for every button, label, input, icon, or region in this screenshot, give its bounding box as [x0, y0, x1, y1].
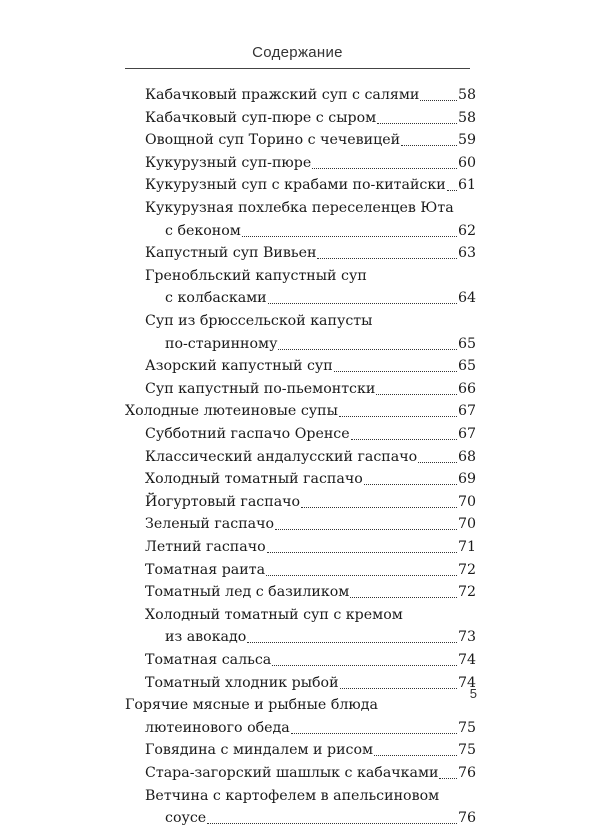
- toc-entry: [165, 333, 476, 355]
- toc-entry: [145, 84, 476, 106]
- toc-entry-title-line: Суп из брюссельской капусты: [145, 313, 373, 329]
- toc-entry-title: с беконом: [165, 222, 241, 239]
- toc-entry-title: Говядина с миндалем и рисом: [145, 742, 374, 759]
- toc-entry: [165, 287, 476, 309]
- toc-page-number: 75: [457, 742, 476, 759]
- toc-entry-title: Томатная раита: [145, 561, 266, 578]
- toc-entry: [145, 536, 476, 558]
- toc-entry-title: Кабачковый суп-пюре с сыром: [145, 109, 377, 126]
- toc-entry: [165, 220, 476, 242]
- toc-page-number: 67: [457, 403, 476, 420]
- dot-leader: [242, 235, 457, 237]
- dot-leader: [401, 144, 457, 146]
- toc-page-number: 60: [457, 154, 476, 171]
- dot-leader: [439, 777, 456, 779]
- toc-entry: [145, 762, 476, 784]
- toc-entry: [145, 649, 476, 671]
- toc-entry-title-line: Ветчина с картофелем в апельсиновом: [145, 787, 440, 804]
- toc-entry: [165, 626, 476, 648]
- toc-entry: [145, 491, 476, 513]
- toc-entry-title: Йогуртовый гаспачо: [145, 493, 301, 510]
- dot-leader: [268, 302, 457, 304]
- dot-leader: [247, 641, 457, 643]
- dot-leader: [334, 370, 457, 372]
- toc-section-entry: [145, 717, 476, 739]
- toc-entry-title-line: Гренобльский капустный суп: [145, 267, 367, 284]
- dot-leader: [266, 574, 457, 576]
- toc-entry: [145, 672, 476, 694]
- dot-leader: [376, 393, 457, 395]
- toc-page-number: 64: [457, 290, 476, 307]
- toc-entry-title: лютеинового обеда: [145, 719, 290, 736]
- dot-leader: [278, 348, 457, 350]
- toc-page-number: 68: [457, 448, 476, 465]
- toc-page-number: 74: [457, 674, 476, 691]
- toc-page-number: 65: [457, 335, 476, 352]
- toc-entry: [145, 468, 476, 490]
- dot-leader: [339, 415, 457, 417]
- toc-entry-title: Суп капустный по-пьемонтски: [145, 380, 376, 397]
- toc-entry: [145, 423, 476, 445]
- toc-entry-title: Стара-загорский шашлык с кабачками: [145, 765, 439, 781]
- dot-leader: [351, 438, 457, 440]
- toc-entry: [145, 174, 476, 196]
- dot-leader: [364, 483, 457, 485]
- toc-page-number: 70: [457, 493, 476, 510]
- toc-page-number: 73: [457, 629, 476, 646]
- running-header: Содержание: [252, 44, 343, 61]
- toc-entry-title: Азорский капустный суп: [145, 358, 333, 375]
- toc-entry-title: соусе: [165, 810, 207, 827]
- toc-entry: [145, 378, 476, 400]
- dot-leader: [340, 687, 457, 689]
- dot-leader: [447, 189, 457, 191]
- toc-entry-title: Холодный томатный гаспачо: [145, 471, 363, 488]
- dot-leader: [317, 257, 456, 259]
- toc-entry-title: Кабачковый пражский суп с салями: [145, 87, 420, 103]
- toc-entry-title: Овощной суп Торино с чечевицей: [145, 132, 401, 149]
- toc-entry-title: Зеленый гаспачо: [145, 516, 275, 533]
- toc-entry: [145, 581, 476, 603]
- dot-leader: [301, 506, 457, 508]
- toc-entry-title: Кукурузный суп с крабами по-китайски: [145, 177, 446, 194]
- toc-entry-title: Субботний гаспачо Оренсе: [145, 426, 350, 442]
- toc-page-number: 71: [457, 539, 476, 555]
- toc-entry-title: Томатный хлодник рыбой: [145, 674, 339, 691]
- toc-entry: [145, 739, 476, 761]
- toc-page-number: 59: [457, 132, 476, 149]
- header-rule: [125, 68, 470, 69]
- toc-page-number: 65: [457, 358, 476, 375]
- toc-entry-title-line: Горячие мясные и рыбные блюда: [125, 697, 378, 714]
- dot-leader: [275, 528, 457, 530]
- toc-entry-title: Томатный лед с базиликом: [145, 584, 350, 601]
- toc-entry-title: Классический андалусский гаспачо: [145, 448, 418, 465]
- toc-entry-title: с колбасками: [165, 290, 267, 307]
- toc-page-number: 69: [457, 471, 476, 488]
- page-number: 5: [469, 686, 477, 701]
- toc-entry-title: Летний гаспачо: [145, 539, 266, 555]
- toc-page-number: 76: [457, 810, 476, 827]
- dot-leader: [350, 596, 457, 598]
- dot-leader: [291, 732, 457, 734]
- toc-page-number: 76: [457, 765, 476, 781]
- toc-page-number: 58: [457, 109, 476, 126]
- toc-entry: [145, 559, 476, 581]
- toc-page-number: 63: [457, 245, 476, 262]
- dot-leader: [420, 99, 457, 101]
- toc-entry: [145, 129, 476, 151]
- toc-entry-title: Капустный суп Вивьен: [145, 245, 317, 262]
- toc-section-entry: [125, 400, 476, 422]
- dot-leader: [272, 664, 457, 666]
- toc-entry: [145, 513, 476, 535]
- toc-page-number: 67: [457, 426, 476, 442]
- toc-page-number: 66: [457, 380, 476, 397]
- dot-leader: [418, 461, 457, 463]
- toc-entry-title: из авокадо: [165, 629, 247, 646]
- toc-page-number: 75: [457, 719, 476, 736]
- dot-leader: [267, 551, 457, 553]
- toc-page-number: 72: [457, 561, 476, 578]
- dot-leader: [374, 754, 457, 756]
- toc-entry-title-line: Кукурузная похлебка переселенцев Юта: [145, 200, 454, 216]
- toc-entry-title: Кукурузный суп-пюре: [145, 154, 312, 171]
- dot-leader: [207, 822, 457, 824]
- toc-entry-title-line: Холодный томатный суп с кремом: [145, 606, 403, 623]
- toc-entry-title: по-старинному: [165, 335, 278, 352]
- toc-entry: [165, 807, 476, 829]
- toc-entry: [145, 152, 476, 174]
- toc-entry-title: Холодные лютеиновые супы: [125, 403, 338, 420]
- toc-page-number: 61: [457, 177, 476, 194]
- toc-page-number: 74: [457, 652, 476, 668]
- dot-leader: [377, 122, 457, 124]
- toc-page-number: 62: [457, 222, 476, 239]
- toc-page-number: 70: [457, 516, 476, 533]
- toc-entry: [145, 446, 476, 468]
- toc-entry: [145, 242, 476, 264]
- toc-entry-title: Томатная сальса: [145, 652, 272, 668]
- toc-page-number: 72: [457, 584, 476, 601]
- toc-entry: [145, 355, 476, 377]
- toc-page-number: 58: [457, 87, 476, 103]
- dot-leader: [312, 167, 457, 169]
- toc-entry: [145, 107, 476, 129]
